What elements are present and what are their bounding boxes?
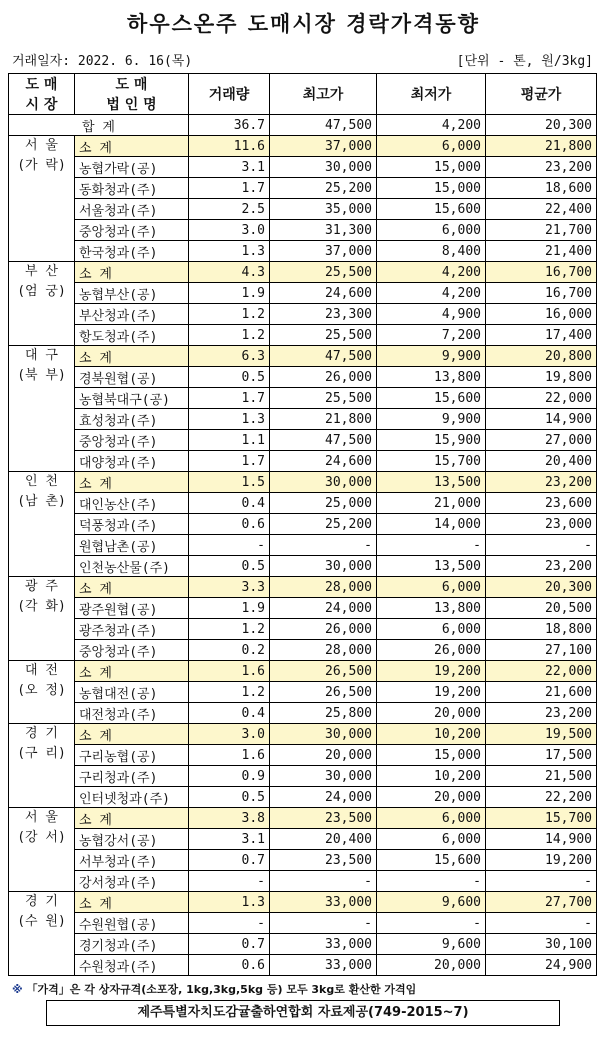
min-price-cell: 4,900 [377, 304, 486, 325]
min-price-cell: 15,600 [377, 850, 486, 871]
header-min: 최저가 [377, 74, 486, 115]
min-price-cell: 14,000 [377, 514, 486, 535]
avg-price-cell: 27,700 [486, 892, 597, 913]
volume-cell: 0.6 [189, 514, 270, 535]
trade-date: 거래일자: 2022. 6. 16(목) [12, 54, 193, 69]
table-row [9, 955, 597, 976]
avg-price-cell: 23,200 [486, 157, 597, 178]
total-avg: 20,300 [486, 115, 597, 136]
max-price-cell: 37,000 [270, 136, 377, 157]
subtotal-row [9, 262, 597, 283]
table-row [9, 640, 597, 661]
company-cell: 인터넷청과(주) [75, 787, 189, 808]
market-cell [9, 661, 75, 724]
company-cell: 경북원협(공) [75, 367, 189, 388]
table-row [9, 934, 597, 955]
table-row [9, 787, 597, 808]
subtotal-row [9, 661, 597, 682]
volume-cell: 3.0 [189, 220, 270, 241]
company-cell: 소 계 [75, 346, 189, 367]
table-row [9, 913, 597, 934]
total-label: 합 계 [9, 115, 189, 136]
market-district: (각 화) [17, 599, 66, 614]
min-price-cell: 4,200 [377, 283, 486, 304]
market-cell [9, 262, 75, 346]
avg-price-cell: 22,200 [486, 787, 597, 808]
company-cell: 농협대전(공) [75, 682, 189, 703]
min-price-cell: 6,000 [377, 577, 486, 598]
max-price-cell: 30,000 [270, 766, 377, 787]
volume-cell: 1.7 [189, 451, 270, 472]
max-price-cell: 28,000 [270, 577, 377, 598]
market-district: (엄 궁) [17, 284, 66, 299]
min-price-cell: 15,600 [377, 199, 486, 220]
max-price-cell: 28,000 [270, 640, 377, 661]
header-row [9, 74, 597, 115]
market-district: (남 촌) [17, 494, 66, 509]
min-price-cell: 20,000 [377, 787, 486, 808]
max-price-cell: 31,300 [270, 220, 377, 241]
min-price-cell: 6,000 [377, 808, 486, 829]
company-cell: 소 계 [75, 262, 189, 283]
min-price-cell: - [377, 535, 486, 556]
company-cell: 소 계 [75, 472, 189, 493]
avg-price-cell: 20,500 [486, 598, 597, 619]
subtotal-row [9, 892, 597, 913]
max-price-cell: 24,000 [270, 787, 377, 808]
volume-cell: 0.7 [189, 934, 270, 955]
table-row [9, 493, 597, 514]
market-name: 인 천 [25, 474, 58, 489]
avg-price-cell: 14,900 [486, 829, 597, 850]
min-price-cell: 9,900 [377, 346, 486, 367]
max-price-cell: - [270, 913, 377, 934]
max-price-cell: 26,000 [270, 367, 377, 388]
company-cell: 구리청과(주) [75, 766, 189, 787]
volume-cell: 3.0 [189, 724, 270, 745]
company-cell: 덕풍청과(주) [75, 514, 189, 535]
subtotal-row [9, 136, 597, 157]
market-name: 경 기 [25, 726, 58, 741]
min-price-cell: 19,200 [377, 661, 486, 682]
max-price-cell: 33,000 [270, 955, 377, 976]
volume-cell: 1.9 [189, 598, 270, 619]
table-row [9, 367, 597, 388]
market-cell [9, 892, 75, 976]
volume-cell: 3.3 [189, 577, 270, 598]
header-max: 최고가 [270, 74, 377, 115]
table-row [9, 430, 597, 451]
company-cell: 구리농협(공) [75, 745, 189, 766]
company-cell: 소 계 [75, 136, 189, 157]
volume-cell: 3.8 [189, 808, 270, 829]
market-cell [9, 136, 75, 262]
company-cell: 소 계 [75, 724, 189, 745]
volume-cell: 3.1 [189, 157, 270, 178]
avg-price-cell: 20,300 [486, 577, 597, 598]
min-price-cell: 20,000 [377, 703, 486, 724]
min-price-cell: 7,200 [377, 325, 486, 346]
volume-cell: - [189, 871, 270, 892]
volume-cell: 1.5 [189, 472, 270, 493]
max-price-cell: 26,000 [270, 619, 377, 640]
min-price-cell: 8,400 [377, 241, 486, 262]
avg-price-cell: 17,500 [486, 745, 597, 766]
volume-cell: 1.2 [189, 304, 270, 325]
footnote [12, 981, 416, 997]
market-name: 경 기 [25, 894, 58, 909]
volume-cell: 2.5 [189, 199, 270, 220]
volume-cell: 0.6 [189, 955, 270, 976]
table-row [9, 871, 597, 892]
volume-cell: 1.3 [189, 892, 270, 913]
subtotal-row [9, 346, 597, 367]
avg-price-cell: 16,700 [486, 262, 597, 283]
max-price-cell: 47,500 [270, 346, 377, 367]
total-row [9, 115, 597, 136]
avg-price-cell: 17,400 [486, 325, 597, 346]
max-price-cell: - [270, 871, 377, 892]
volume-cell: 1.2 [189, 619, 270, 640]
min-price-cell: 9,600 [377, 892, 486, 913]
table-row [9, 241, 597, 262]
min-price-cell: 15,000 [377, 178, 486, 199]
min-price-cell: - [377, 871, 486, 892]
max-price-cell: 26,500 [270, 682, 377, 703]
volume-cell: 1.2 [189, 325, 270, 346]
max-price-cell: 26,500 [270, 661, 377, 682]
volume-cell: 1.1 [189, 430, 270, 451]
min-price-cell: - [377, 913, 486, 934]
max-price-cell: 33,000 [270, 934, 377, 955]
max-price-cell: 23,500 [270, 850, 377, 871]
max-price-cell: 30,000 [270, 157, 377, 178]
min-price-cell: 13,500 [377, 472, 486, 493]
table-row [9, 598, 597, 619]
max-price-cell: 21,800 [270, 409, 377, 430]
company-cell: 중앙청과(주) [75, 640, 189, 661]
max-price-cell: 30,000 [270, 472, 377, 493]
market-district: (가 락) [17, 158, 66, 173]
table-row [9, 325, 597, 346]
market-district: (북 부) [17, 368, 66, 383]
volume-cell: - [189, 913, 270, 934]
company-cell: 서부청과(주) [75, 850, 189, 871]
avg-price-cell: 19,200 [486, 850, 597, 871]
company-cell: 소 계 [75, 808, 189, 829]
volume-cell: 1.3 [189, 409, 270, 430]
avg-price-cell: 21,700 [486, 220, 597, 241]
company-cell: 대양청과(주) [75, 451, 189, 472]
market-cell [9, 472, 75, 577]
max-price-cell: 25,800 [270, 703, 377, 724]
company-cell: 소 계 [75, 892, 189, 913]
max-price-cell: 25,200 [270, 178, 377, 199]
market-cell [9, 808, 75, 892]
subtotal-row [9, 472, 597, 493]
max-price-cell: 23,300 [270, 304, 377, 325]
company-cell: 대인농산(주) [75, 493, 189, 514]
company-cell: 수원청과(주) [75, 955, 189, 976]
subtotal-row [9, 577, 597, 598]
company-cell: 대전청과(주) [75, 703, 189, 724]
market-name: 서 울 [25, 138, 58, 153]
table-row [9, 199, 597, 220]
market-cell [9, 724, 75, 808]
volume-cell: 6.3 [189, 346, 270, 367]
min-price-cell: 13,800 [377, 598, 486, 619]
volume-cell: 0.9 [189, 766, 270, 787]
avg-price-cell: 23,000 [486, 514, 597, 535]
max-price-cell: 24,000 [270, 598, 377, 619]
min-price-cell: 21,000 [377, 493, 486, 514]
table-row [9, 283, 597, 304]
avg-price-cell: - [486, 535, 597, 556]
total-min: 4,200 [377, 115, 486, 136]
market-name: 서 울 [25, 810, 58, 825]
max-price-cell: - [270, 535, 377, 556]
volume-cell: 0.4 [189, 493, 270, 514]
volume-cell: 1.2 [189, 682, 270, 703]
table-row [9, 766, 597, 787]
company-cell: 부산청과(주) [75, 304, 189, 325]
min-price-cell: 9,600 [377, 934, 486, 955]
unit-label: [단위 - 톤, 원/3kg] [456, 54, 593, 69]
avg-price-cell: 20,800 [486, 346, 597, 367]
table-row [9, 304, 597, 325]
max-price-cell: 30,000 [270, 724, 377, 745]
avg-price-cell: 22,000 [486, 388, 597, 409]
page-title: 하우스온주 도매시장 경락가격동향 [127, 12, 480, 36]
volume-cell: 1.6 [189, 661, 270, 682]
company-cell: 농협강서(공) [75, 829, 189, 850]
volume-cell: 0.5 [189, 556, 270, 577]
max-price-cell: 24,600 [270, 283, 377, 304]
max-price-cell: 47,500 [270, 430, 377, 451]
table-row [9, 703, 597, 724]
header-avg: 평균가 [486, 74, 597, 115]
volume-cell: 0.4 [189, 703, 270, 724]
header-company-line1: 도 매 [115, 77, 148, 93]
note-mark: ※ [12, 983, 23, 996]
min-price-cell: 15,700 [377, 451, 486, 472]
avg-price-cell: 23,200 [486, 556, 597, 577]
max-price-cell: 20,400 [270, 829, 377, 850]
table-row [9, 514, 597, 535]
volume-cell: 1.6 [189, 745, 270, 766]
table-row [9, 157, 597, 178]
company-cell: 농협부산(공) [75, 283, 189, 304]
total-volume: 36.7 [189, 115, 270, 136]
table-row [9, 682, 597, 703]
min-price-cell: 9,900 [377, 409, 486, 430]
avg-price-cell: 23,200 [486, 703, 597, 724]
avg-price-cell: 18,800 [486, 619, 597, 640]
company-cell: 원협남촌(공) [75, 535, 189, 556]
market-cell [9, 346, 75, 472]
subtotal-row [9, 808, 597, 829]
min-price-cell: 10,200 [377, 724, 486, 745]
company-cell: 강서청과(주) [75, 871, 189, 892]
subtotal-row [9, 724, 597, 745]
market-name: 부 산 [25, 264, 58, 279]
company-cell: 소 계 [75, 577, 189, 598]
avg-price-cell: 20,400 [486, 451, 597, 472]
avg-price-cell: 27,000 [486, 430, 597, 451]
total-max: 47,500 [270, 115, 377, 136]
source-credit: 제주특별자치도감귤출하연합회 자료제공(749-2015~7) [46, 1000, 560, 1026]
avg-price-cell: 24,900 [486, 955, 597, 976]
company-cell: 효성청과(주) [75, 409, 189, 430]
avg-price-cell: 27,100 [486, 640, 597, 661]
min-price-cell: 19,200 [377, 682, 486, 703]
avg-price-cell: 19,500 [486, 724, 597, 745]
max-price-cell: 24,600 [270, 451, 377, 472]
max-price-cell: 25,200 [270, 514, 377, 535]
avg-price-cell: 23,200 [486, 472, 597, 493]
market-cell [9, 577, 75, 661]
min-price-cell: 6,000 [377, 136, 486, 157]
avg-price-cell: 21,400 [486, 241, 597, 262]
table-row [9, 619, 597, 640]
min-price-cell: 10,200 [377, 766, 486, 787]
company-cell: 서울청과(주) [75, 199, 189, 220]
volume-cell: 1.3 [189, 241, 270, 262]
company-cell: 인천농산물(주) [75, 556, 189, 577]
min-price-cell: 15,900 [377, 430, 486, 451]
max-price-cell: 30,000 [270, 556, 377, 577]
min-price-cell: 15,000 [377, 745, 486, 766]
max-price-cell: 20,000 [270, 745, 377, 766]
header-market-line2: 시 장 [25, 97, 58, 113]
volume-cell: 11.6 [189, 136, 270, 157]
min-price-cell: 6,000 [377, 619, 486, 640]
avg-price-cell: 21,500 [486, 766, 597, 787]
table-row [9, 556, 597, 577]
company-cell: 한국청과(주) [75, 241, 189, 262]
table-row [9, 535, 597, 556]
company-cell: 농협북대구(공) [75, 388, 189, 409]
volume-cell: 1.9 [189, 283, 270, 304]
avg-price-cell: 19,800 [486, 367, 597, 388]
max-price-cell: 25,500 [270, 262, 377, 283]
table-row [9, 850, 597, 871]
market-district: (오 정) [17, 683, 66, 698]
volume-cell: 0.2 [189, 640, 270, 661]
company-cell: 수원원협(공) [75, 913, 189, 934]
min-price-cell: 26,000 [377, 640, 486, 661]
max-price-cell: 25,500 [270, 388, 377, 409]
max-price-cell: 25,500 [270, 325, 377, 346]
volume-cell: 4.3 [189, 262, 270, 283]
avg-price-cell: - [486, 871, 597, 892]
min-price-cell: 15,600 [377, 388, 486, 409]
avg-price-cell: 22,400 [486, 199, 597, 220]
min-price-cell: 6,000 [377, 829, 486, 850]
header-company [75, 74, 189, 115]
min-price-cell: 20,000 [377, 955, 486, 976]
table-row [9, 829, 597, 850]
market-district: (수 원) [17, 914, 66, 929]
table-row [9, 451, 597, 472]
avg-price-cell: 14,900 [486, 409, 597, 430]
market-name: 대 구 [25, 348, 58, 363]
company-cell: 광주원협(공) [75, 598, 189, 619]
market-name: 대 전 [25, 663, 58, 678]
company-cell: 중앙청과(주) [75, 220, 189, 241]
avg-price-cell: 21,600 [486, 682, 597, 703]
min-price-cell: 13,500 [377, 556, 486, 577]
avg-price-cell: - [486, 913, 597, 934]
market-district: (강 서) [17, 830, 66, 845]
company-cell: 중앙청과(주) [75, 430, 189, 451]
market-district: (구 리) [17, 746, 66, 761]
min-price-cell: 13,800 [377, 367, 486, 388]
volume-cell: 1.7 [189, 388, 270, 409]
avg-price-cell: 16,700 [486, 283, 597, 304]
table-row [9, 745, 597, 766]
avg-price-cell: 23,600 [486, 493, 597, 514]
avg-price-cell: 22,000 [486, 661, 597, 682]
min-price-cell: 4,200 [377, 262, 486, 283]
company-cell: 농협가락(공) [75, 157, 189, 178]
company-cell: 항도청과(주) [75, 325, 189, 346]
header-company-line2: 법 인 명 [106, 97, 157, 113]
max-price-cell: 33,000 [270, 892, 377, 913]
volume-cell: 3.1 [189, 829, 270, 850]
table-row [9, 220, 597, 241]
volume-cell: - [189, 535, 270, 556]
max-price-cell: 25,000 [270, 493, 377, 514]
avg-price-cell: 15,700 [486, 808, 597, 829]
table-row [9, 409, 597, 430]
max-price-cell: 23,500 [270, 808, 377, 829]
volume-cell: 0.5 [189, 787, 270, 808]
max-price-cell: 35,000 [270, 199, 377, 220]
company-cell: 소 계 [75, 661, 189, 682]
table-row [9, 388, 597, 409]
volume-cell: 0.7 [189, 850, 270, 871]
table-row [9, 178, 597, 199]
company-cell: 광주청과(주) [75, 619, 189, 640]
min-price-cell: 6,000 [377, 220, 486, 241]
avg-price-cell: 21,800 [486, 136, 597, 157]
header-market-line1: 도 매 [25, 77, 58, 93]
header-market [9, 74, 75, 115]
min-price-cell: 15,000 [377, 157, 486, 178]
company-cell: 경기청과(주) [75, 934, 189, 955]
volume-cell: 0.5 [189, 367, 270, 388]
company-cell: 동화청과(주) [75, 178, 189, 199]
market-name: 광 주 [25, 579, 58, 594]
note-text: 「가격」은 각 상자규격(소포장, 1kg,3kg,5kg 등) 모두 3kg로 환산한 가격임 [26, 983, 417, 996]
avg-price-cell: 30,100 [486, 934, 597, 955]
price-table [8, 73, 597, 976]
avg-price-cell: 18,600 [486, 178, 597, 199]
header-volume: 거래량 [189, 74, 270, 115]
avg-price-cell: 16,000 [486, 304, 597, 325]
max-price-cell: 37,000 [270, 241, 377, 262]
volume-cell: 1.7 [189, 178, 270, 199]
